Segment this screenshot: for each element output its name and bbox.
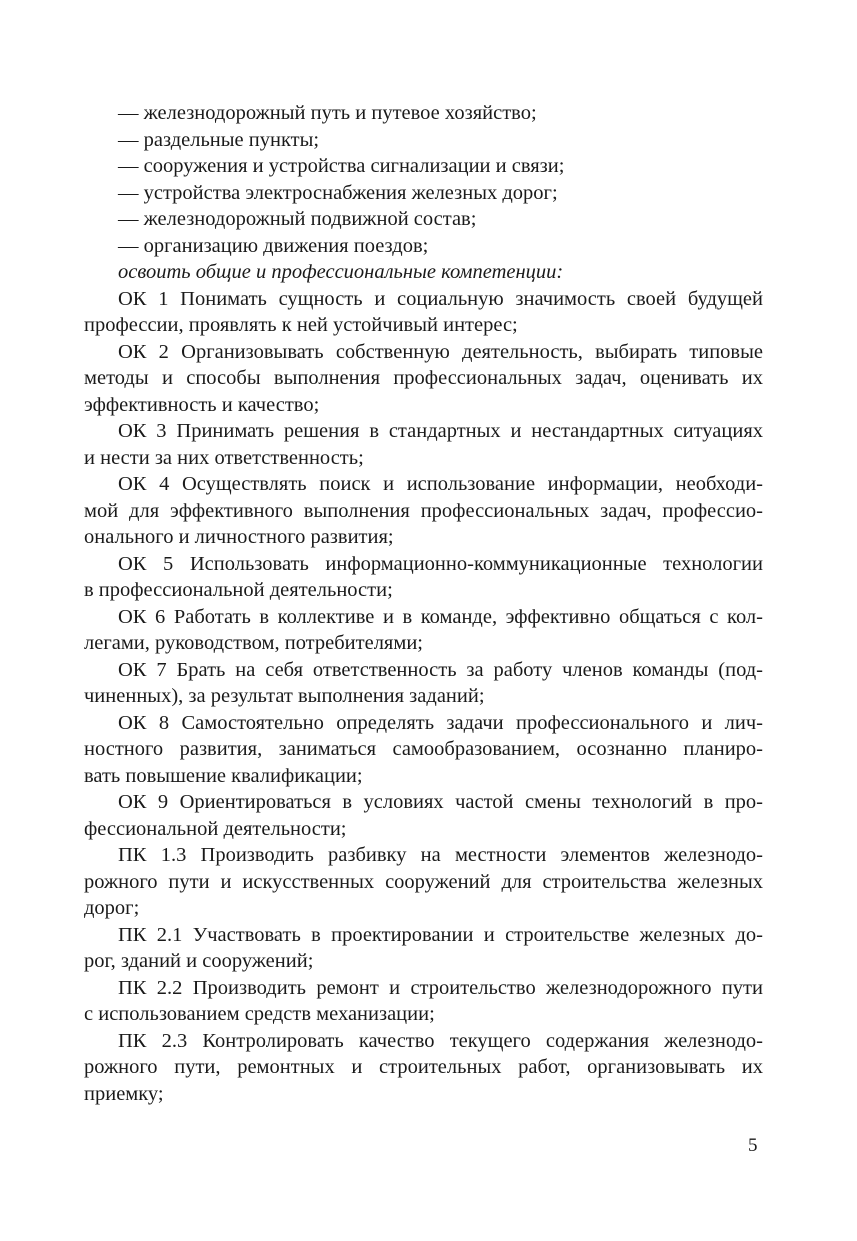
competency-line: ОК 9 Ориентироваться в условиях частой смены технологий в про-	[118, 791, 763, 813]
competency-line: ностного развития, заниматься самообразованием, осознанно планиро-	[84, 738, 763, 760]
competency-line: дорог;	[84, 897, 140, 919]
competency-line: ОК 4 Осуществлять поиск и использование информации, необходи-	[118, 473, 763, 495]
list-item: — раздельные пункты;	[118, 128, 320, 151]
competency-line: ОК 2 Организовывать собственную деятельность, выбирать типовые	[118, 340, 763, 363]
competency-line: ОК 8 Самостоятельно определять задачи профессионального и лич-	[118, 711, 763, 734]
competency-line: онального и личностного развития;	[84, 526, 394, 548]
competency-line: ПК 2.3 Контролировать качество текущего содержания железнодо-	[118, 1029, 763, 1052]
competency-line: методы и способы выполнения профессиональных задач, оценивать их	[84, 367, 763, 389]
competency-line: ПК 2.1 Участвовать в проектировании и строительстве железных до-	[118, 923, 763, 946]
list-item: — сооружения и устройства сигнализации и связи;	[118, 155, 565, 177]
list-item: — железнодорожный путь и путевое хозяйство;	[118, 102, 537, 124]
list-item: — устройства электроснабжения железных дорог;	[118, 181, 558, 204]
competency-line: приемку;	[84, 1082, 164, 1105]
competency-line: ПК 1.3 Производить разбивку на местности элементов железнодо-	[118, 844, 763, 866]
competency-line: в профессиональной деятельности;	[84, 579, 393, 601]
competency-line: ОК 6 Работать в коллективе и в команде, эффективно общаться с кол-	[118, 605, 763, 628]
competency-line: ПК 2.2 Производить ремонт и строительство железнодорожного пути	[118, 976, 763, 999]
competencies-heading: освоить общие и профессиональные компетенции:	[118, 261, 564, 283]
list-item: — железнодорожный подвижной состав;	[118, 208, 477, 230]
competency-line: ОК 5 Использовать информационно-коммуникационные технологии	[118, 552, 763, 575]
competency-line: чиненных), за результат выполнения заданий;	[84, 685, 485, 707]
competency-line: рог, зданий и сооружений;	[84, 950, 314, 972]
competency-line: легами, руководством, потребителями;	[84, 632, 424, 654]
competency-line: с использованием средств механизации;	[84, 1003, 435, 1025]
competency-line: фессиональной деятельности;	[84, 817, 347, 840]
competency-line: вать повышение квалификации;	[84, 764, 363, 787]
competency-line: рожного пути, ремонтных и строительных работ, организовывать их	[84, 1056, 763, 1078]
competency-line: мой для эффективного выполнения профессиональных задач, профессио-	[84, 499, 763, 522]
page-number: 5	[748, 1135, 758, 1156]
page-body	[84, 100, 763, 1107]
list-item: — организацию движения поездов;	[118, 234, 429, 257]
competency-line: профессии, проявлять к ней устойчивый интерес;	[84, 314, 518, 336]
competency-line: эффективность и качество;	[84, 393, 320, 416]
competency-line: и нести за них ответственность;	[84, 446, 364, 469]
competency-line: ОК 3 Принимать решения в стандартных и нестандартных ситуациях	[118, 420, 763, 442]
competency-line: ОК 1 Понимать сущность и социальную значимость своей будущей	[118, 287, 763, 310]
competency-line: рожного пути и искусственных сооружений для строительства железных	[84, 870, 763, 893]
competency-line: ОК 7 Брать на себя ответственность за работу членов команды (под-	[118, 658, 763, 681]
